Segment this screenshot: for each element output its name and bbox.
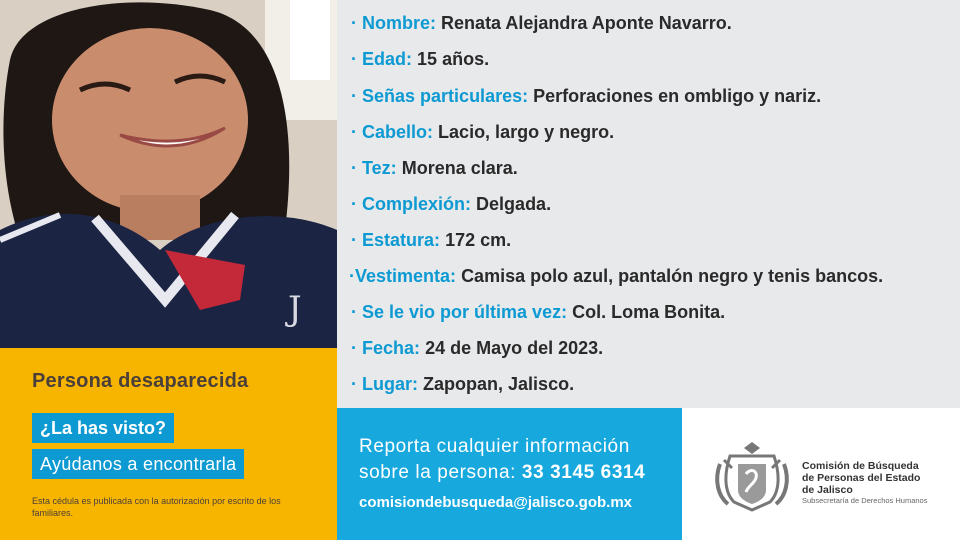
detail-build: · Complexión: Delgada. bbox=[351, 194, 552, 214]
detail-name: · Nombre: Renata Alejandra Aponte Navarro. bbox=[351, 13, 732, 33]
detail-complexion-tone: · Tez: Morena clara. bbox=[351, 158, 518, 178]
detail-date: · Fecha: 24 de Mayo del 2023. bbox=[351, 338, 604, 358]
contact-email[interactable]: comisiondebusqueda@jalisco.gob.mx bbox=[359, 494, 633, 511]
agency-subtitle: Subsecretaría de Derechos Humanos bbox=[802, 496, 928, 505]
contact-panel bbox=[337, 408, 682, 540]
detail-place: · Lugar: Zapopan, Jalisco. bbox=[351, 374, 575, 394]
agency-logo bbox=[682, 408, 960, 540]
detail-age: · Edad: 15 años. bbox=[351, 49, 490, 69]
contact-phone[interactable]: 33 3145 6314 bbox=[521, 462, 646, 483]
detail-hair: · Cabello: Lacio, largo y negro. bbox=[351, 122, 615, 142]
agency-name-line-2: de Personas del Estado bbox=[802, 472, 921, 484]
missing-headline: Persona desaparecida bbox=[32, 370, 249, 392]
agency-name-line-3: de Jalisco bbox=[802, 484, 853, 496]
detail-marks: · Señas particulares: Perforaciones en ombligo y nariz. bbox=[351, 86, 822, 106]
agency-name-line-1: Comisión de Búsqueda bbox=[802, 460, 919, 472]
authorization-note: Esta cédula es publicada con la autorización por escrito de los familiares. bbox=[32, 496, 281, 518]
details-panel bbox=[337, 0, 960, 408]
contact-phone-line bbox=[359, 462, 645, 484]
contact-prefix: sobre la persona: bbox=[359, 462, 517, 483]
detail-height: · Estatura: 172 cm. bbox=[351, 230, 512, 250]
question-label: ¿La has visto? bbox=[32, 413, 174, 443]
person-photo-illustration bbox=[0, 0, 337, 348]
missing-banner bbox=[0, 348, 337, 540]
help-label: Ayúdanos a encontrarla bbox=[32, 449, 244, 479]
detail-clothing: ·Vestimenta: Camisa polo azul, pantalón negro y tenis bancos. bbox=[349, 266, 884, 286]
jalisco-coat-of-arms-icon bbox=[712, 434, 792, 514]
person-photo bbox=[0, 0, 337, 348]
contact-line: Reporta cualquier información bbox=[359, 436, 630, 457]
detail-last-seen: · Se le vio por última vez: Col. Loma Bonita. bbox=[351, 302, 726, 322]
svg-text:J: J bbox=[288, 289, 302, 329]
